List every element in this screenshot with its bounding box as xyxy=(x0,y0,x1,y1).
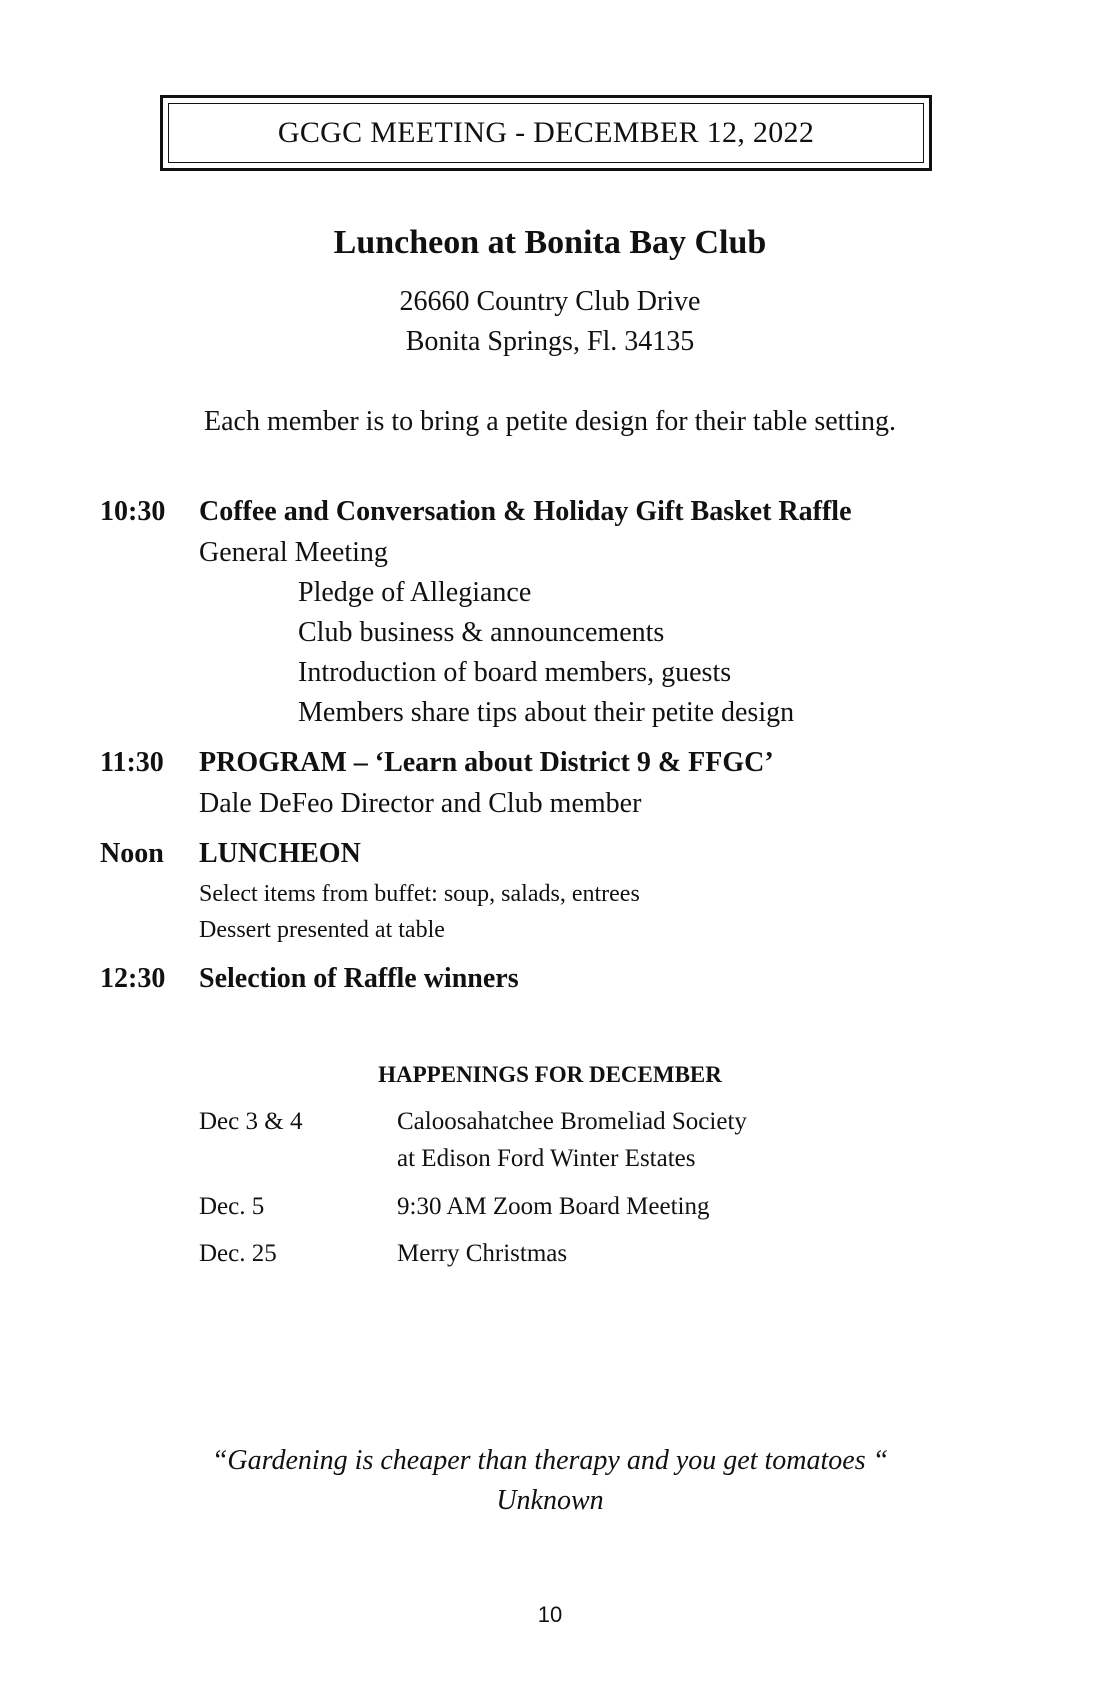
agenda-subitem: Introduction of board members, guests xyxy=(298,657,732,688)
meeting-title-box xyxy=(160,95,932,171)
page-number: 10 xyxy=(537,1602,563,1627)
agenda-time-1230: 12:30 xyxy=(100,963,166,994)
happening-date: Dec. 5 xyxy=(199,1193,265,1220)
agenda-time-noon: Noon xyxy=(100,838,164,869)
venue-address-line1: 26660 Country Club Drive xyxy=(399,286,701,317)
happening-event: 9:30 AM Zoom Board Meeting xyxy=(397,1193,710,1220)
happening-event-continued: at Edison Ford Winter Estates xyxy=(397,1145,696,1172)
happening-event: Caloosahatchee Bromeliad Society xyxy=(397,1108,747,1135)
happening-date: Dec. 25 xyxy=(199,1240,277,1267)
agenda-subitem: Members share tips about their petite design xyxy=(298,697,795,728)
agenda-subitem: Club business & announcements xyxy=(298,617,665,648)
meeting-title: GCGC MEETING - DECEMBER 12, 2022 xyxy=(277,116,815,149)
agenda-luncheon-line1: Select items from buffet: soup, salads, entrees xyxy=(199,881,640,907)
happening-date: Dec 3 & 4 xyxy=(199,1108,303,1135)
venue-address-line2: Bonita Springs, Fl. 34135 xyxy=(405,326,695,357)
agenda-title-program: PROGRAM – ‘Learn about District 9 & FFGC’ xyxy=(199,747,774,778)
agenda-subitem: Pledge of Allegiance xyxy=(298,577,532,608)
agenda-time-1130: 11:30 xyxy=(100,747,164,778)
agenda-luncheon-line2: Dessert presented at table xyxy=(199,917,445,943)
venue-heading: Luncheon at Bonita Bay Club xyxy=(333,224,767,261)
member-note: Each member is to bring a petite design for their table setting. xyxy=(203,406,896,437)
meeting-title-inner-border xyxy=(168,103,924,163)
agenda-time-1030: 10:30 xyxy=(100,496,166,527)
agenda-title-coffee: Coffee and Conversation & Holiday Gift Basket Raffle xyxy=(199,496,852,527)
agenda-title-raffle-winners: Selection of Raffle winners xyxy=(199,963,519,994)
happening-event: Merry Christmas xyxy=(397,1240,568,1267)
agenda-subtitle-speaker: Dale DeFeo Director and Club member xyxy=(199,788,642,819)
agenda-subtitle-general-meeting: General Meeting xyxy=(199,537,388,568)
happenings-title: HAPPENINGS FOR DECEMBER xyxy=(378,1062,722,1087)
quote-text: “Gardening is cheaper than therapy and you get tomatoes “ xyxy=(211,1445,889,1476)
agenda-title-luncheon: LUNCHEON xyxy=(199,838,361,869)
quote-author: Unknown xyxy=(496,1485,604,1516)
